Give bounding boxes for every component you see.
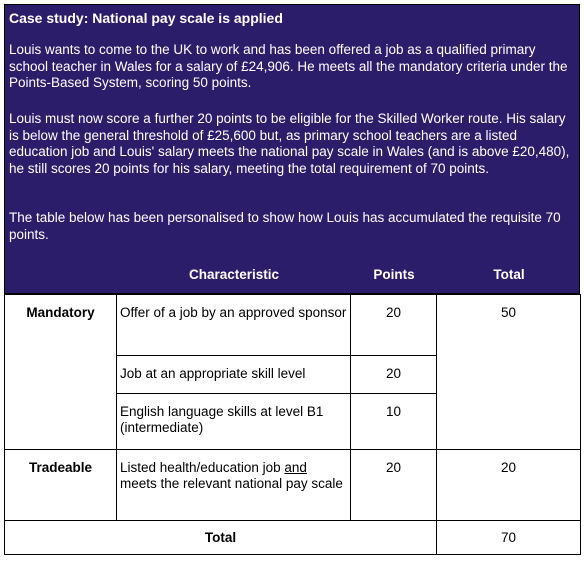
- characteristic-cell: English language skills at level B1 (intermediate): [117, 394, 351, 450]
- characteristic-cell: [117, 450, 351, 521]
- category-mandatory: Mandatory: [5, 295, 117, 450]
- table-row-total: [5, 521, 581, 555]
- points-cell: 20: [351, 450, 437, 521]
- characteristic-text-after: meets the relevant national pay scale: [120, 476, 343, 491]
- header-points: Points: [373, 267, 415, 282]
- total-cell-tradeable: 20: [437, 450, 581, 521]
- points-cell: 20: [351, 356, 437, 394]
- paragraph-table-note: The table below has been personalised to show how Louis has accumulated the requisite 70 points.: [9, 210, 561, 242]
- characteristic-cell: Offer of a job by an approved sponsor: [117, 295, 351, 356]
- case-study-box: [4, 4, 580, 555]
- points-table: [4, 294, 581, 555]
- points-cell: 10: [351, 394, 437, 450]
- total-cell-mandatory: 50: [437, 295, 581, 450]
- header-total: Total: [493, 267, 525, 282]
- case-study-banner: [4, 4, 580, 294]
- characteristic-text-before: Listed health/education job: [120, 460, 285, 475]
- paragraph-salary: Louis must now score a further 20 points to be eligible for the Skilled Worker route. His salary is below the general threshold of £25,600 but, as primary school teachers are a listed education job and Louis' salary meets the national pay scale in Wales (and is above £20,480), he still scores 20 points for his salary, meeting the total requirement of 70 points.: [9, 111, 570, 176]
- case-study-title: Case study: National pay scale is applied: [9, 10, 283, 26]
- paragraph-intro: Louis wants to come to the UK to work and has been offered a job as a qualified primary school teacher in Wales for a salary of £24,906. He meets all the mandatory criteria under the Points-Based System, scoring 50 points.: [9, 42, 568, 90]
- characteristic-underlined: and: [284, 460, 307, 475]
- characteristic-cell: Job at an appropriate skill level: [117, 356, 351, 394]
- category-tradeable: Tradeable: [5, 450, 117, 521]
- table-row: [5, 295, 581, 356]
- points-cell: 20: [351, 295, 437, 356]
- table-row: [5, 450, 581, 521]
- total-label: Total: [5, 521, 437, 555]
- total-value: 70: [437, 521, 581, 555]
- header-characteristic: Characteristic: [188, 267, 280, 282]
